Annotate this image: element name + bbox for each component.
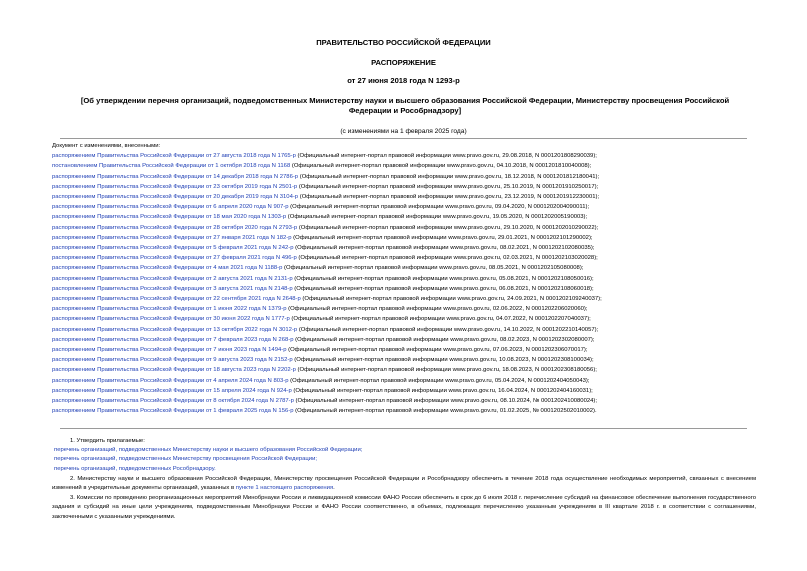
amendment-source: (Официальный интернет-портал правовой информации www.pravo.gov.ru, 01.02.2025, № 0001202502010002). bbox=[293, 408, 597, 415]
paragraph-1: 1. Утвердить прилагаемые: bbox=[70, 438, 145, 444]
amendment-source: (Официальный интернет-портал правовой информации www.pravo.gov.ru, 08.02.2023, N 0001202302080007); bbox=[293, 336, 595, 343]
list-link-minobrnauki[interactable]: перечень организаций, подведомственных Министерству науки и высшего образования Российской Федерации; bbox=[54, 447, 363, 454]
list-link-rosobrnadzor[interactable]: перечень организаций, подведомственных Рособрнадзору. bbox=[54, 465, 216, 472]
paragraph-1-item-1[interactable] bbox=[52, 446, 756, 455]
amendment-row bbox=[52, 161, 602, 171]
amendment-source: (Официальный интернет-портал правовой информации www.pravo.gov.ru, 29.10.2020, N 0001202010290022); bbox=[297, 224, 599, 231]
amendment-row bbox=[52, 396, 602, 406]
amendment-source: (Официальный интернет-портал правовой информации www.pravo.gov.ru, 04.10.2018, N 0001201810040008); bbox=[290, 163, 592, 170]
amendment-link[interactable]: распоряжением Правительства Российской Федерации от 4 апреля 2024 года N 803-р bbox=[52, 377, 289, 384]
amendment-link[interactable]: распоряжением Правительства Российской Федерации от 4 мая 2021 года N 1188-р bbox=[52, 265, 283, 272]
amendment-source: (Официальный интернет-портал правовой информации www.pravo.gov.ru, 04.07.2022, N 0001202207040037); bbox=[289, 316, 591, 323]
amendment-link[interactable]: распоряжением Правительства Российской Федерации от 30 июня 2022 года N 1777-р bbox=[52, 316, 290, 323]
amendment-link[interactable]: распоряжением Правительства Российской Федерации от 18 августа 2023 года N 2202-р bbox=[52, 367, 296, 374]
amendment-link[interactable]: распоряжением Правительства Российской Федерации от 6 апреля 2020 года N 907-р bbox=[52, 204, 289, 211]
amendment-source: (Официальный интернет-портал правовой информации www.pravo.gov.ru, 08.02.2021, N 0001202102080035); bbox=[293, 245, 595, 252]
amendment-source: (Официальный интернет-портал правовой информации www.pravo.gov.ru, 23.12.2019, N 0001201912230001); bbox=[298, 194, 600, 201]
revision-note: (с изменениями на 1 февраля 2025 года) bbox=[340, 128, 467, 135]
amendment-row bbox=[52, 355, 602, 365]
amendment-link[interactable]: распоряжением Правительства Российской Федерации от 9 августа 2023 года N 2152-р bbox=[52, 357, 293, 364]
amendment-row bbox=[52, 406, 602, 416]
amendment-source: (Официальный интернет-портал правовой информации www.pravo.gov.ru, 09.04.2020, N 0001202004090011); bbox=[288, 204, 590, 211]
amendment-link[interactable]: распоряжением Правительства Российской Федерации от 27 января 2021 года N 182-р bbox=[52, 234, 292, 241]
amendment-row bbox=[52, 345, 602, 355]
amendment-row bbox=[52, 365, 602, 375]
amendment-source: (Официальный интернет-портал правовой информации www.pravo.gov.ru, 24.09.2021, N 0001202109240037); bbox=[300, 296, 602, 303]
amendment-link[interactable]: распоряжением Правительства Российской Федерации от 20 декабря 2019 года N 3104-р bbox=[52, 194, 299, 201]
amendment-row bbox=[52, 212, 602, 222]
amendment-link[interactable]: распоряжением Правительства Российской Федерации от 5 февраля 2021 года N 242-р bbox=[52, 245, 294, 252]
amendment-row bbox=[52, 314, 602, 324]
amendment-link[interactable]: распоряжением Правительства Российской Федерации от 27 февраля 2021 года N 496-р bbox=[52, 255, 297, 262]
amendment-source: (Официальный интернет-портал правовой информации www.pravo.gov.ru, 10.08.2023, N 0001202308100034); bbox=[292, 357, 594, 364]
document-type-heading: РАСПОРЯЖЕНИЕ bbox=[371, 58, 436, 67]
amendments-intro: Документ с изменениями, внесенными: bbox=[52, 143, 161, 149]
amendment-row bbox=[52, 263, 602, 273]
amendment-source: (Официальный интернет-портал правовой информации www.pravo.gov.ru, 08.10.2024, № 0001202410080024); bbox=[293, 398, 597, 405]
amendment-source: (Официальный интернет-портал правовой информации www.pravo.gov.ru, 19.05.2020, N 0001202005190003); bbox=[286, 214, 588, 221]
amendments-top-divider bbox=[60, 138, 747, 139]
document-body bbox=[52, 437, 756, 522]
document-date-number: от 27 июня 2018 года N 1293-р bbox=[347, 76, 460, 85]
amendment-link[interactable]: распоряжением Правительства Российской Федерации от 27 августа 2018 года N 1765-р bbox=[52, 153, 296, 160]
amendment-row bbox=[52, 304, 602, 314]
amendment-link[interactable]: распоряжением Правительства Российской Федерации от 2 августа 2021 года N 2131-р bbox=[52, 275, 293, 282]
amendment-link[interactable]: постановлением Правительства Российской Федерации от 1 октября 2018 года N 1168 bbox=[52, 163, 291, 170]
amendment-source: (Официальный интернет-портал правовой информации www.pravo.gov.ru, 25.10.2019, N 0001201910250017); bbox=[297, 183, 599, 190]
amendment-row bbox=[52, 182, 602, 192]
amendment-source: (Официальный интернет-портал правовой информации www.pravo.gov.ru, 18.12.2018, N 0001201812180041); bbox=[298, 173, 600, 180]
amendment-link[interactable]: распоряжением Правительства Российской Федерации от 15 апреля 2024 года N 924-р bbox=[52, 387, 292, 394]
amendment-row bbox=[52, 223, 602, 233]
amendment-row bbox=[52, 192, 602, 202]
paragraph-2-link[interactable]: пункте 1 настоящего распоряжения bbox=[235, 485, 334, 492]
amendment-link[interactable]: распоряжением Правительства Российской Федерации от 3 августа 2021 года N 2148-р bbox=[52, 285, 293, 292]
amendment-row bbox=[52, 172, 602, 182]
paragraph-1-item-3[interactable] bbox=[52, 465, 756, 474]
amendment-link[interactable]: распоряжением Правительства Российской Федерации от 1 февраля 2025 года N 156-р bbox=[52, 408, 294, 415]
amendment-source: (Официальный интернет-портал правовой информации www.pravo.gov.ru, 18.08.2023, N 0001202308180056); bbox=[295, 367, 597, 374]
amendment-link[interactable]: распоряжением Правительства Российской Федерации от 7 июня 2023 года N 1494-р bbox=[52, 347, 287, 354]
amendment-source: (Официальный интернет-портал правовой информации www.pravo.gov.ru, 07.06.2023, N 0001202306070017); bbox=[286, 347, 588, 354]
amendment-source: (Официальный интернет-портал правовой информации www.pravo.gov.ru, 06.08.2021, N 0001202108060018); bbox=[292, 285, 594, 292]
amendment-link[interactable]: распоряжением Правительства Российской Федерации от 7 февраля 2023 года N 268-р bbox=[52, 336, 294, 343]
paragraph-3: 3. Комиссии по проведению реорганизационных мероприятий Минобрнауки России и ликвидационной комиссии ФАНО России обеспечить в срок до 6 июля 2018 г. перечисление субсидий на финансовое обеспечение выполнения государственного задания и субсидий на иные цели учреждениям, подведомственным Минобрнауки России и ФАНО России соответственно, в объемах, подлежащих перечислению указанным учреждениям в III квартале 2018 г. в соответствии с соглашениями, заключенными с указанными учреждениями. bbox=[52, 495, 756, 520]
amendment-source: (Официальный интернет-портал правовой информации www.pravo.gov.ru, 05.08.2021, N 0001202108050016); bbox=[292, 275, 594, 282]
amendment-row bbox=[52, 386, 602, 396]
list-link-minprosvescheniya[interactable]: перечень организаций, подведомственных Министерству просвещения Российской Федерации; bbox=[54, 456, 318, 463]
amendment-source: (Официальный интернет-портал правовой информации www.pravo.gov.ru, 14.10.2022, N 0001202210140057); bbox=[297, 326, 599, 333]
amendment-source: (Официальный интернет-портал правовой информации www.pravo.gov.ru, 29.08.2018, N 0001201808290039); bbox=[295, 153, 597, 160]
amendment-row bbox=[52, 325, 602, 335]
amendments-list bbox=[52, 151, 602, 416]
amendment-source: (Официальный интернет-портал правовой информации www.pravo.gov.ru, 02.06.2022, N 0001202206020060); bbox=[286, 306, 588, 313]
government-heading: ПРАВИТЕЛЬСТВО РОССИЙСКОЙ ФЕДЕРАЦИИ bbox=[316, 38, 491, 47]
amendment-link[interactable]: распоряжением Правительства Российской Федерации от 18 мая 2020 года N 1303-р bbox=[52, 214, 287, 221]
amendment-row bbox=[52, 243, 602, 253]
amendment-row bbox=[52, 202, 602, 212]
document-title: [Об утверждении перечня организаций, подведомственных Министерству науки и высшего образования Российской Федерации, Министерству просвещения Российской Федерации и Рособрнадзору] bbox=[80, 96, 730, 115]
amendment-row bbox=[52, 335, 602, 345]
amendment-row bbox=[52, 274, 602, 284]
amendment-link[interactable]: распоряжением Правительства Российской Федерации от 28 октября 2020 года N 2793-р bbox=[52, 224, 298, 231]
paragraph-1-item-2[interactable] bbox=[52, 455, 756, 464]
amendment-link[interactable]: распоряжением Правительства Российской Федерации от 8 октября 2024 года N 2787-р bbox=[52, 398, 294, 405]
amendment-link[interactable]: распоряжением Правительства Российской Федерации от 13 октября 2022 года N 3012-р bbox=[52, 326, 298, 333]
amendment-link[interactable]: распоряжением Правительства Российской Федерации от 14 декабря 2018 года N 2786-р bbox=[52, 173, 299, 180]
amendment-row bbox=[52, 151, 602, 161]
paragraph-2: 2. Министерству науки и высшего образования Российской Федерации, Министерству просвещения Российской Федерации и Рособрнадзору обеспечить в течение 2018 года осуществление необходимых мероприятий, связанных с внесением изменений в учредительные документы организаций, указанных в пункте 1 настоящего распоряжения. bbox=[52, 475, 756, 492]
amendments-block bbox=[52, 141, 602, 416]
amendment-link[interactable]: распоряжением Правительства Российской Федерации от 22 сентября 2021 года N 2648-р bbox=[52, 296, 301, 303]
amendment-source: (Официальный интернет-портал правовой информации www.pravo.gov.ru, 08.05.2021, N 0001202105080008); bbox=[282, 265, 584, 272]
amendment-row bbox=[52, 284, 602, 294]
amendment-source: (Официальный интернет-портал правовой информации www.pravo.gov.ru, 02.03.2021, N 0001202103020028); bbox=[296, 255, 598, 262]
amendment-source: (Официальный интернет-портал правовой информации www.pravo.gov.ru, 05.04.2024, N 0001202404050043); bbox=[288, 377, 590, 384]
amendment-source: (Официальный интернет-портал правовой информации www.pravo.gov.ru, 29.01.2021, N 0001202101290002); bbox=[291, 234, 593, 241]
amendments-bottom-divider bbox=[60, 428, 747, 429]
amendment-row bbox=[52, 376, 602, 386]
amendment-link[interactable]: распоряжением Правительства Российской Федерации от 1 июня 2022 года N 1379-р bbox=[52, 306, 287, 313]
amendment-row bbox=[52, 253, 602, 263]
amendment-source: (Официальный интернет-портал правовой информации www.pravo.gov.ru, 16.04.2024, N 0001202404160031); bbox=[291, 387, 593, 394]
amendment-row bbox=[52, 294, 602, 304]
amendment-row bbox=[52, 233, 602, 243]
amendment-link[interactable]: распоряжением Правительства Российской Федерации от 23 октября 2019 года N 2501-р bbox=[52, 183, 298, 190]
